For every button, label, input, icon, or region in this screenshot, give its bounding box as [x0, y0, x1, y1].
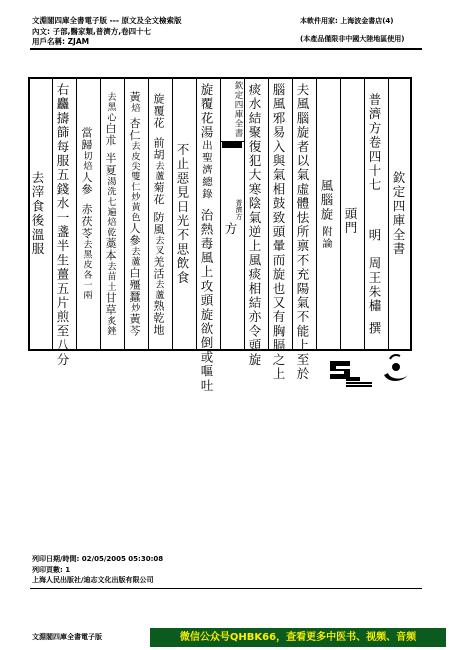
- print-time-value: 02/05/2005 05:30:08: [81, 555, 164, 563]
- herb: 藁本: [104, 237, 117, 262]
- header-left: [32, 16, 182, 48]
- herb-note: 去叉: [153, 234, 164, 256]
- book-column-12: [124, 79, 149, 349]
- wechat-banner: 微信公众号QHBK66，查看更多中医书、视频、音频: [150, 628, 446, 647]
- book-column-6: [268, 79, 293, 382]
- herb: 人參: [80, 171, 93, 196]
- herb: 羌活: [152, 255, 165, 280]
- herb-note: 炒: [129, 302, 140, 313]
- herb-note: 去蘆: [153, 160, 164, 181]
- header-divider: [30, 48, 422, 50]
- formula-source: 出聖濟總錄: [200, 139, 212, 201]
- column-text: 不止惡見日光不思飲食: [175, 143, 190, 285]
- herb: 赤茯苓: [80, 203, 93, 240]
- column-text: [317, 83, 341, 345]
- column-text: 腦風邪易入與氣相鼓致頭暈而旋也又有胸膈之上: [271, 83, 286, 382]
- fold-marker: [222, 141, 242, 148]
- herb-note: 湯洗七遍焙乾: [105, 176, 116, 238]
- dynasty: 明: [367, 228, 382, 243]
- herb-note: 去苗土: [105, 261, 116, 292]
- publisher-name: 上海人民出版社/迪志文化出版有限公司: [32, 576, 154, 584]
- column-text: 方: [223, 221, 238, 237]
- herb: 旋覆花: [152, 92, 165, 129]
- herb: 人參: [128, 222, 141, 247]
- herb-note: 去蘆: [153, 279, 164, 300]
- herb-note: 切焙: [81, 151, 92, 172]
- page-count-label: 列印頁數:: [32, 565, 63, 574]
- book-page-frame: [28, 77, 412, 393]
- column-text: [365, 83, 389, 345]
- column-text: [149, 83, 173, 345]
- book-column-9: [196, 79, 221, 393]
- book-column-13: [100, 79, 125, 349]
- header-user-name: 用戶名稱: ZJAM: [32, 37, 90, 46]
- column-text: 痰水結聚復犯大寒陰氣逆上風痰相結亦令頭旋: [247, 83, 262, 367]
- herb: 半夏: [104, 152, 117, 177]
- fold-book-name: 普濟方: [235, 199, 243, 220]
- herb: 白朮: [104, 122, 117, 147]
- subsection-note: 附論: [320, 225, 332, 250]
- herb: 杏仁: [128, 117, 141, 142]
- formula-name: 旋覆花湯: [199, 83, 214, 140]
- column-text: [101, 83, 125, 345]
- volume-title: 普濟方卷四十七: [367, 92, 382, 193]
- column-text: 去滓食後溫服: [30, 171, 45, 257]
- header-licensee: 本軟件用家: 上海波金書店(4): [300, 17, 394, 25]
- print-time-label: 列印日期/時間:: [32, 555, 80, 563]
- book-column-4: [316, 79, 341, 349]
- header-region-notice: (本產品僅限非中國大陸地區使用): [300, 34, 405, 43]
- herb-note: 焙: [129, 103, 140, 114]
- book-column-7: [244, 79, 269, 367]
- publisher-logo-icon: [326, 353, 416, 389]
- fold-book-title: 欽定四庫全書: [233, 81, 243, 138]
- book-column-11: [148, 79, 173, 349]
- footer-divider: [30, 588, 422, 589]
- book-column-10: [172, 79, 197, 349]
- column-text: [197, 83, 221, 393]
- herb-note: 去黑皮各一兩: [81, 239, 92, 301]
- print-time-row: [32, 554, 163, 565]
- herb: 白殭蠶: [128, 266, 141, 303]
- page-count-row: [32, 565, 163, 576]
- book-column-15: [52, 79, 77, 367]
- book-column-16: [30, 79, 52, 349]
- book-column-5: [292, 79, 317, 382]
- book-column-1: [388, 79, 413, 349]
- book-column-3: [340, 79, 365, 349]
- page-count-value: 1: [65, 565, 71, 574]
- herb: 當歸: [80, 127, 93, 152]
- formula-indication: 治熱毒風上攻頭旋欲倒或嘔吐: [199, 208, 214, 393]
- column-text: [341, 83, 365, 345]
- herb-note: 去皮尖雙仁炒黃色: [129, 141, 140, 223]
- herb: 菊花: [152, 180, 165, 205]
- header-right: [300, 16, 404, 44]
- column-text: [125, 83, 149, 345]
- author-suffix: 撰: [367, 321, 382, 336]
- herb-note: 去黑: [105, 91, 116, 113]
- herb: 前胡: [152, 136, 165, 161]
- herb-note: 去蘆: [129, 246, 140, 267]
- header-title: 文淵閣四庫全書電子版 --- 原文及全文檢索版: [32, 16, 182, 25]
- herb-note: 炙銼: [105, 315, 116, 337]
- author: 周王朱橚: [367, 256, 382, 314]
- herb-note: 心: [105, 112, 116, 123]
- herb: 黃: [128, 91, 141, 104]
- herb: 防風: [152, 210, 165, 235]
- column-text: 右麤擣篩每服五錢水一盞半生薑五片煎至八分: [55, 83, 70, 367]
- footer: [32, 554, 163, 586]
- herb: 甘草: [104, 291, 117, 316]
- book-column-2: [364, 79, 389, 349]
- herb: 黃芩: [128, 312, 141, 337]
- section-heading: 頭門: [343, 206, 358, 236]
- column-text: [77, 83, 101, 345]
- next-page-header-fragment: 文淵閣四庫全書電子版: [32, 633, 102, 641]
- herb: 熟乾地: [152, 299, 165, 336]
- column-text: 夫風腦旋者以氣虛體怯所禀不充陽氣不能上至於: [295, 83, 310, 382]
- column-text: 欽定四庫全書: [391, 171, 406, 257]
- book-column-14: [76, 79, 101, 349]
- subsection-heading: 風腦旋: [319, 178, 334, 222]
- fold-box: [220, 79, 244, 142]
- header-content-path: 內文: 子部,醫家類,普濟方,卷四十七: [32, 26, 152, 36]
